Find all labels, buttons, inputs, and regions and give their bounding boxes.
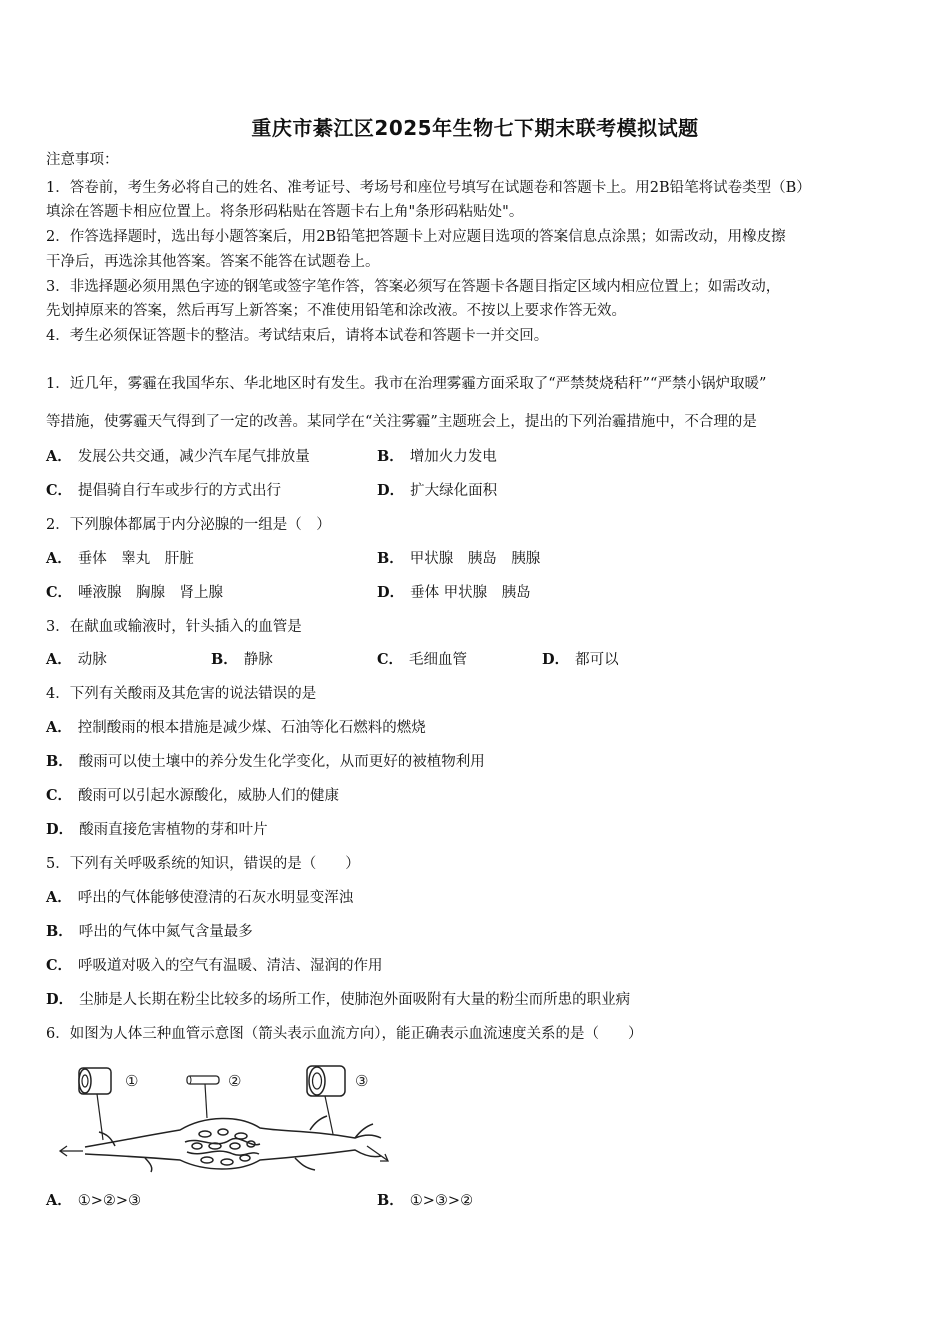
- question-4-option-d[interactable]: D． 酸雨直接危害植物的芽和叶片: [46, 821, 268, 838]
- flow-arrow-left-icon: [60, 1146, 83, 1156]
- question-3-option-a[interactable]: A． 动脉: [46, 651, 107, 668]
- question-6-option-a[interactable]: A． ①>②>③: [46, 1192, 142, 1209]
- notice-line: 填涂在答题卡相应位置上。将条形码粘贴在答题卡右上角"条形码粘贴处"。: [46, 204, 524, 220]
- question-1-option-a[interactable]: A． 发展公共交通，减少汽车尾气排放量: [46, 448, 310, 465]
- question-3-option-c[interactable]: C． 毛细血管: [377, 651, 468, 668]
- question-3-option-d[interactable]: D． 都可以: [542, 651, 619, 668]
- blood-vessel-diagram: [55, 1060, 395, 1175]
- question-2-stem: 2．下列腺体都属于内分泌腺的一组是（ ）: [46, 517, 331, 533]
- vein-cross-section-icon: [307, 1066, 345, 1134]
- question-4-stem: 4．下列有关酸雨及其危害的说法错误的是: [46, 686, 317, 702]
- question-1-option-d[interactable]: D． 扩大绿化面积: [377, 482, 498, 499]
- question-6-stem: 6．如图为人体三种血管示意图（箭头表示血流方向），能正确表示血流速度关系的是（ ）: [46, 1026, 643, 1042]
- artery-cross-section-icon: [79, 1068, 111, 1140]
- vessel-network: [85, 1116, 381, 1172]
- question-3-option-b[interactable]: B． 静脉: [211, 651, 273, 668]
- question-5-option-a[interactable]: A． 呼出的气体能够使澄清的石灰水明显变浑浊: [46, 889, 354, 906]
- question-5-stem: 5．下列有关呼吸系统的知识，错误的是（ ）: [46, 856, 360, 872]
- notice-line: 1．答卷前，考生务必将自己的姓名、准考证号、考场号和座位号填写在试题卷和答题卡上。用2B铅笔将试卷类型（B）: [46, 180, 811, 196]
- capillary-cross-section-icon: [187, 1076, 219, 1118]
- question-2-option-c[interactable]: C． 唾液腺 胸腺 肾上腺: [46, 584, 224, 601]
- question-4-option-c[interactable]: C． 酸雨可以引起水源酸化，威胁人们的健康: [46, 787, 340, 804]
- notice-line: 2．作答选择题时，选出每小题答案后，用2B铅笔把答题卡上对应题目选项的答案信息点涂黑；如需改动，用橡皮擦: [46, 229, 786, 245]
- flow-arrow-right-icon: [367, 1146, 388, 1161]
- question-2-option-b[interactable]: B． 甲状腺 胰岛 胰腺: [377, 550, 541, 567]
- notice-line: 干净后，再选涂其他答案。答案不能答在试题卷上。: [46, 254, 380, 270]
- question-4-option-a[interactable]: A． 控制酸雨的根本措施是减少煤、石油等化石燃料的燃烧: [46, 719, 426, 736]
- diagram-label-3: ③: [355, 1072, 369, 1090]
- question-1-option-b[interactable]: B． 增加火力发电: [377, 448, 497, 465]
- question-4-option-b[interactable]: B． 酸雨可以使土壤中的养分发生化学变化，从而更好的被植物利用: [46, 753, 485, 770]
- question-5-option-b[interactable]: B． 呼出的气体中氮气含量最多: [46, 923, 253, 940]
- question-3-stem: 3．在献血或输液时，针头插入的血管是: [46, 619, 302, 635]
- diagram-label-1: ①: [125, 1072, 139, 1090]
- question-6-option-b[interactable]: B． ①>③>②: [377, 1192, 474, 1209]
- question-1-option-c[interactable]: C． 提倡骑自行车或步行的方式出行: [46, 482, 282, 499]
- question-1-stem: 1．近几年，雾霾在我国华东、华北地区时有发生。我市在治理雾霾方面采取了“严禁焚烧秸秆”“严禁小锅炉取暖”: [46, 376, 767, 392]
- notice-heading: 注意事项：: [46, 152, 119, 168]
- notice-line: 4．考生必须保证答题卡的整洁。考试结束后，请将本试卷和答题卡一并交回。: [46, 328, 549, 344]
- question-2-option-d[interactable]: D． 垂体 甲状腺 胰岛: [377, 584, 531, 601]
- question-1-stem: 等措施，使雾霾天气得到了一定的改善。某同学在“关注雾霾”主题班会上，提出的下列治霾措施中，不合理的是: [46, 414, 757, 430]
- diagram-label-2: ②: [228, 1072, 242, 1090]
- notice-line: 3．非选择题必须用黑色字迹的钢笔或签字笔作答，答案必须写在答题卡各题目指定区域内相应位置上；如需改动，: [46, 279, 781, 295]
- notice-line: 先划掉原来的答案，然后再写上新答案；不准使用铅笔和涂改液。不按以上要求作答无效。: [46, 303, 626, 319]
- question-5-option-c[interactable]: C． 呼吸道对吸入的空气有温暖、清洁、湿润的作用: [46, 957, 383, 974]
- page-title: 重庆市綦江区2025年生物七下期末联考模拟试题: [251, 116, 699, 140]
- question-5-option-d[interactable]: D． 尘肺是人长期在粉尘比较多的场所工作，使肺泡外面吸附有大量的粉尘而所患的职业病: [46, 991, 631, 1008]
- question-2-option-a[interactable]: A． 垂体 睾丸 肝脏: [46, 550, 194, 567]
